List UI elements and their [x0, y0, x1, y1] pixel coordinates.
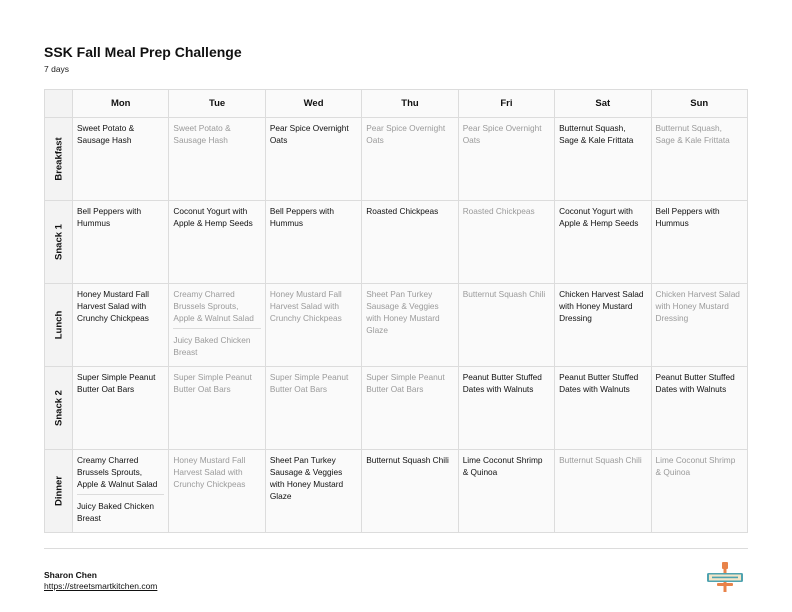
meal-item: Butternut Squash Chili — [366, 455, 449, 465]
meal-row-snack-2 — [45, 367, 748, 450]
meal-item: Honey Mustard Fall Harvest Salad with Crunchy Chickpeas — [77, 289, 149, 323]
meal-cell — [73, 284, 169, 367]
meal-row-label — [45, 450, 73, 533]
meal-cell — [265, 450, 361, 533]
meal-cell — [362, 284, 458, 367]
logo-banner-text — [712, 577, 738, 579]
meal-cell — [169, 118, 265, 201]
meal-cell — [362, 118, 458, 201]
meal-row-label-text: Dinner — [53, 475, 64, 507]
meal-cell — [555, 284, 651, 367]
meal-item: Super Simple Peanut Butter Oat Bars — [77, 372, 156, 394]
logo-sub-banner — [717, 583, 733, 586]
footer-author: Sharon Chen — [44, 570, 97, 580]
meal-cell — [555, 450, 651, 533]
meal-item: Lime Coconut Shrimp & Quinoa — [462, 455, 543, 477]
day-header-fri: Fri — [458, 90, 554, 118]
meal-row-label — [45, 367, 73, 450]
meal-row-label-text: Lunch — [53, 310, 64, 340]
meal-cell — [362, 450, 458, 533]
meal-cell — [458, 118, 554, 201]
meal-item-leftover: Roasted Chickpeas — [462, 206, 535, 216]
meal-item: Coconut Yogurt with Apple & Hemp Seeds — [559, 206, 639, 228]
header-corner — [45, 90, 73, 118]
meal-cell — [458, 367, 554, 450]
meal-plan-body — [45, 118, 748, 533]
meal-item-leftover: Pear Spice Overnight Oats — [366, 123, 446, 145]
meal-cell — [169, 450, 265, 533]
meal-cell — [555, 201, 651, 284]
logo-fork-top — [722, 562, 728, 569]
meal-item: Juicy Baked Chicken Breast — [77, 494, 164, 524]
meal-item: Chicken Harvest Salad with Honey Mustard Dressing — [559, 289, 644, 323]
meal-item: Pear Spice Overnight Oats — [269, 123, 349, 145]
meal-cell — [458, 284, 554, 367]
meal-row-lunch — [45, 284, 748, 367]
meal-cell — [651, 367, 747, 450]
meal-item: Sweet Potato & Sausage Hash — [77, 123, 135, 145]
meal-item: Peanut Butter Stuffed Dates with Walnuts — [655, 372, 735, 394]
meal-cell — [555, 367, 651, 450]
meal-cell — [362, 367, 458, 450]
meal-item-leftover: Lime Coconut Shrimp & Quinoa — [655, 455, 736, 477]
meal-item-leftover: Sweet Potato & Sausage Hash — [173, 123, 231, 145]
meal-item-leftover: Butternut Squash, Sage & Kale Frittata — [655, 123, 730, 145]
day-header-sat: Sat — [555, 90, 651, 118]
meal-item-leftover: Butternut Squash Chili — [559, 455, 642, 465]
meal-item: Creamy Charred Brussels Sprouts, Apple & Walnut Salad — [77, 455, 158, 489]
meal-row-dinner — [45, 450, 748, 533]
meal-cell — [458, 201, 554, 284]
meal-row-label — [45, 201, 73, 284]
meal-row-breakfast — [45, 118, 748, 201]
meal-item-leftover: Super Simple Peanut Butter Oat Bars — [269, 372, 349, 394]
day-header-sun: Sun — [651, 90, 747, 118]
meal-cell — [169, 367, 265, 450]
meal-row-label-text: Breakfast — [53, 137, 64, 181]
footer-divider — [44, 548, 748, 549]
meal-item-leftover: Honey Mustard Fall Harvest Salad with Crunchy Chickpeas — [173, 455, 246, 489]
meal-item: Peanut Butter Stuffed Dates with Walnuts — [462, 372, 542, 394]
meal-cell — [73, 367, 169, 450]
meal-cell — [362, 201, 458, 284]
meal-cell — [73, 450, 169, 533]
meal-cell — [265, 118, 361, 201]
meal-row-label — [45, 284, 73, 367]
meal-item-leftover: Super Simple Peanut Butter Oat Bars — [366, 372, 445, 394]
page-subtitle: 7 days — [44, 64, 70, 74]
meal-cell — [265, 284, 361, 367]
meal-item-leftover: Sheet Pan Turkey Sausage & Veggies with Honey Mustard Glaze — [366, 289, 440, 335]
meal-row-snack-1 — [45, 201, 748, 284]
meal-item: Bell Peppers with Hummus — [77, 206, 142, 228]
meal-row-label-text: Snack 2 — [53, 390, 64, 426]
meal-item: Sheet Pan Turkey Sausage & Veggies with Honey Mustard Glaze — [269, 455, 344, 501]
meal-item: Bell Peppers with Hummus — [269, 206, 334, 228]
meal-item: Roasted Chickpeas — [366, 206, 439, 216]
meal-cell — [651, 450, 747, 533]
meal-item-leftover: Chicken Harvest Salad with Honey Mustard Dressing — [655, 289, 740, 323]
meal-item: Peanut Butter Stuffed Dates with Walnuts — [559, 372, 639, 394]
meal-row-label-text: Snack 1 — [53, 224, 64, 260]
meal-item-leftover: Pear Spice Overnight Oats — [462, 123, 542, 145]
meal-cell — [458, 450, 554, 533]
meal-cell — [651, 118, 747, 201]
meal-cell — [73, 118, 169, 201]
meal-cell — [73, 201, 169, 284]
meal-cell — [555, 118, 651, 201]
meal-item-leftover: Creamy Charred Brussels Sprouts, Apple & Walnut Salad — [173, 289, 254, 323]
footer-website-link[interactable]: https://streetsmartkitchen.com — [44, 581, 158, 591]
day-header-thu: Thu — [362, 90, 458, 118]
meal-cell — [169, 284, 265, 367]
day-header-row — [45, 90, 748, 118]
meal-cell — [265, 367, 361, 450]
meal-item-leftover: Juicy Baked Chicken Breast — [173, 328, 260, 358]
page-title: SSK Fall Meal Prep Challenge — [44, 44, 242, 60]
meal-plan-table — [44, 89, 748, 533]
day-header-tue: Tue — [169, 90, 265, 118]
meal-cell — [651, 284, 747, 367]
meal-row-label — [45, 118, 73, 201]
meal-cell — [651, 201, 747, 284]
meal-item: Bell Peppers with Hummus — [655, 206, 720, 228]
day-header-wed: Wed — [265, 90, 361, 118]
meal-cell — [265, 201, 361, 284]
meal-cell — [169, 201, 265, 284]
meal-item-leftover: Honey Mustard Fall Harvest Salad with Crunchy Chickpeas — [269, 289, 342, 323]
meal-item-leftover: Super Simple Peanut Butter Oat Bars — [173, 372, 252, 394]
meal-item-leftover: Butternut Squash Chili — [462, 289, 546, 299]
meal-item: Coconut Yogurt with Apple & Hemp Seeds — [173, 206, 253, 228]
street-smart-kitchen-logo-icon — [703, 562, 747, 592]
day-header-mon: Mon — [73, 90, 169, 118]
meal-item: Butternut Squash, Sage & Kale Frittata — [559, 123, 634, 145]
